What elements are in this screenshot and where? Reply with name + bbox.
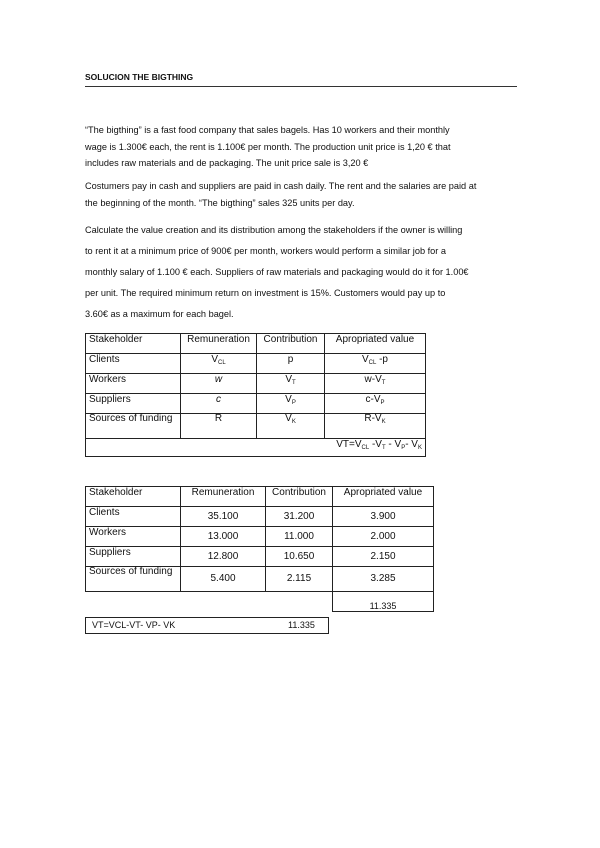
appropriated-value-cell: $V_{CL}$ -p [325,354,426,374]
paragraph-question [85,220,517,325]
table-row [86,547,434,567]
text-line: per unit. The required minimum return on investment is 15%. Customers would pay up to [85,288,446,298]
contribution-cell: 10.650 [266,547,333,567]
appropriated-value-cell: 2.150 [333,547,434,567]
text-line: the beginning of the month. “The bigthing” sales 325 units per day. [85,197,355,208]
header-cell: Remuneration [181,334,257,354]
remuneration-cell: $V_{CL}$ [181,354,257,374]
contribution-cell: 11.000 [266,527,333,547]
header-cell: Contribution [257,334,325,354]
text-line: 3.60€ as a maximum for each bagel. [85,309,234,319]
paragraph-problem-intro [85,122,517,172]
table-row [86,374,426,394]
appropriated-value-cell: 3.900 [333,507,434,527]
table-row [86,527,434,547]
header-cell: Contribution [266,487,333,507]
header-cell: Stakeholder [86,334,181,354]
text-line: monthly salary of 1.100 € each. Suppliers of raw materials and packaging would do it for 1.00€ [85,267,469,277]
stakeholder-cell: Workers [86,374,181,394]
contribution-cell: p [257,354,325,374]
table-row [86,354,426,374]
total-formula-row [86,439,426,457]
table-row [86,414,426,439]
empty-cell [86,592,333,612]
table-header-row [86,334,426,354]
total-formula-cell: $VT=V_{CL}$ $-V_T - V_P-$ $V_K$ [86,439,426,457]
remuneration-cell: 13.000 [181,527,266,547]
header-cell: Stakeholder [86,487,181,507]
appropriated-value-cell: 2.000 [333,527,434,547]
sum-row [86,592,434,612]
header-cell: Apropriated value [333,487,434,507]
contribution-cell: $V_P$ [257,394,325,414]
symbolic-value-table [85,333,426,457]
total-value-label: VT=VCL-VT- VP- VK [92,620,176,630]
value-sum-cell: 11.335 [333,592,434,612]
appropriated-value-cell: $w-V_T$ [325,374,426,394]
numeric-value-table [85,486,434,612]
header-cell: Apropriated value [325,334,426,354]
remuneration-cell: c [181,394,257,414]
total-value-box [85,617,329,634]
stakeholder-cell: Clients [86,507,181,527]
table-row [86,394,426,414]
appropriated-value-cell: 3.285 [333,567,434,592]
remuneration-cell: 12.800 [181,547,266,567]
total-value-amount: 11.335 [288,620,315,630]
title-underline [85,86,517,87]
table-row [86,507,434,527]
stakeholder-cell: Sources of funding [86,414,181,439]
text-line: to rent it at a minimum price of 900€ per month, workers would perform a similar job for a [85,246,447,256]
paragraph-payments [85,178,517,211]
remuneration-cell: 35.100 [181,507,266,527]
appropriated-value-cell: $R-V_K$ [325,414,426,439]
text-line: “The bigthing” is a fast food company that sales bagels. Has 10 workers and their monthly [85,125,450,135]
stakeholder-cell: Suppliers [86,547,181,567]
appropriated-value-cell: $c-V_P$ [325,394,426,414]
remuneration-cell: 5.400 [181,567,266,592]
table-header-row [86,487,434,507]
document-title: SOLUCION THE BIGTHING [85,72,194,82]
stakeholder-cell: Clients [86,354,181,374]
text-line: Calculate the value creation and its distribution among the stakeholders if the owner is willing [85,225,463,235]
contribution-cell: $V_T$ [257,374,325,394]
text-line: wage is 1.300€ each, the rent is 1.100€ per month. The production unit price is 1,20 € that [85,141,451,152]
stakeholder-cell: Suppliers [86,394,181,414]
table-row [86,567,434,592]
text-line: Costumers pay in cash and suppliers are paid in cash daily. The rent and the salaries are paid at [85,181,477,191]
contribution-cell: $V_K$ [257,414,325,439]
remuneration-cell: w [181,374,257,394]
header-cell: Remuneration [181,487,266,507]
text-line: includes raw materials and de packaging. The unit price sale is 3,20 € [85,158,369,168]
stakeholder-cell: Sources of funding [86,567,181,592]
contribution-cell: 2.115 [266,567,333,592]
remuneration-cell: R [181,414,257,439]
contribution-cell: 31.200 [266,507,333,527]
stakeholder-cell: Workers [86,527,181,547]
